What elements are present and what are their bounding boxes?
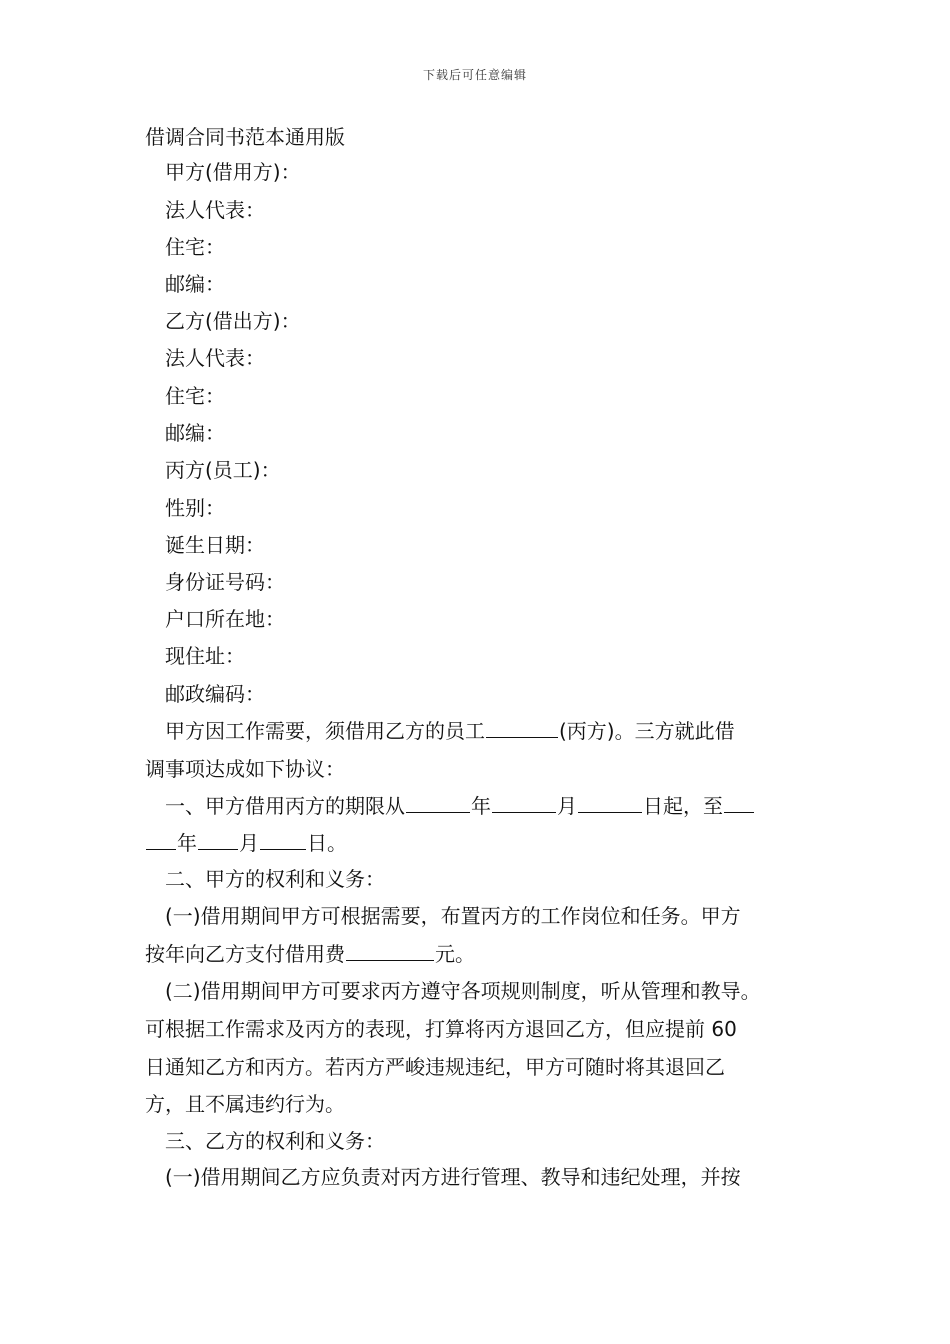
page-header-note: 下载后可任意编辑 [422,68,527,82]
field-current-address: 现住址： [165,644,245,668]
blank-end-year-part1 [724,790,754,813]
term-year-label: 年 [471,794,491,818]
blank-employee [486,715,558,738]
field-party-b-address: 住宅： [165,384,225,408]
s3p1-line1: (一)借用期间乙方应负责对丙方进行管理、教导和违纪处理，并按 [165,1165,741,1189]
intro-text-b: (丙方)。三方就此借 [559,719,735,743]
field-birth-date: 诞生日期： [165,533,265,557]
field-party-b-postcode: 邮编： [165,421,225,445]
section-heading-party-a-rights: 二、甲方的权利和义务： [165,867,385,891]
intro-text-a: 甲方因工作需要，须借用乙方的员工 [165,719,485,743]
field-party-a-legal-rep: 法人代表： [165,198,265,222]
term-text-a: 一、甲方借用丙方的期限从 [165,794,405,818]
field-gender: 性别： [165,496,225,520]
blank-end-year-part2 [146,827,176,850]
section-heading-party-b-rights: 三、乙方的权利和义务： [165,1129,385,1153]
field-household-registration: 户口所在地： [165,607,285,631]
term-year2-label: 年 [177,831,197,855]
s2p2-line3: 日通知乙方和丙方。若丙方严峻违规违纪，甲方可随时将其退回乙 [145,1055,725,1079]
paragraph-intro-line1 [165,715,735,746]
blank-start-month [492,790,556,813]
s2p2-line4: 方，且不属违约行为。 [145,1092,345,1116]
term-month2-label: 月 [239,831,259,855]
blank-borrow-fee [346,938,434,961]
s2p1-text-b: 按年向乙方支付借用费 [145,942,345,966]
blank-end-month [198,827,238,850]
s2p1-line1: (一)借用期间甲方可根据需要，布置丙方的工作岗位和任务。甲方 [165,904,741,928]
field-party-a-postcode: 邮编： [165,272,225,296]
field-party-c: 丙方(员工)： [165,458,281,482]
field-party-a: 甲方(借用方)： [165,160,301,184]
blank-start-day [578,790,642,813]
field-postal-code: 邮政编码： [165,682,265,706]
clause-term-line1 [165,790,755,821]
field-party-a-address: 住宅： [165,235,225,259]
s2p1-text-c: 元。 [435,942,475,966]
field-party-b-legal-rep: 法人代表： [165,346,265,370]
field-party-b: 乙方(借出方)： [165,309,301,333]
s2p1-line2 [145,938,475,969]
blank-end-day [260,827,306,850]
document-title: 借调合同书范本通用版 [145,125,345,149]
blank-start-year [406,790,470,813]
s2p2-line1: (二)借用期间甲方可要求丙方遵守各项规则制度，听从管理和教导。 [165,979,761,1003]
field-id-number: 身份证号码： [165,570,285,594]
term-day-end-label: 日。 [307,831,347,855]
paragraph-intro-line2: 调事项达成如下协议： [145,757,345,781]
s2p2-line2: 可根据工作需求及丙方的表现，打算将丙方退回乙方，但应提前 60 [145,1017,737,1041]
clause-term-line2 [145,827,347,858]
term-day-from-label: 日起，至 [643,794,723,818]
term-month-label: 月 [557,794,577,818]
